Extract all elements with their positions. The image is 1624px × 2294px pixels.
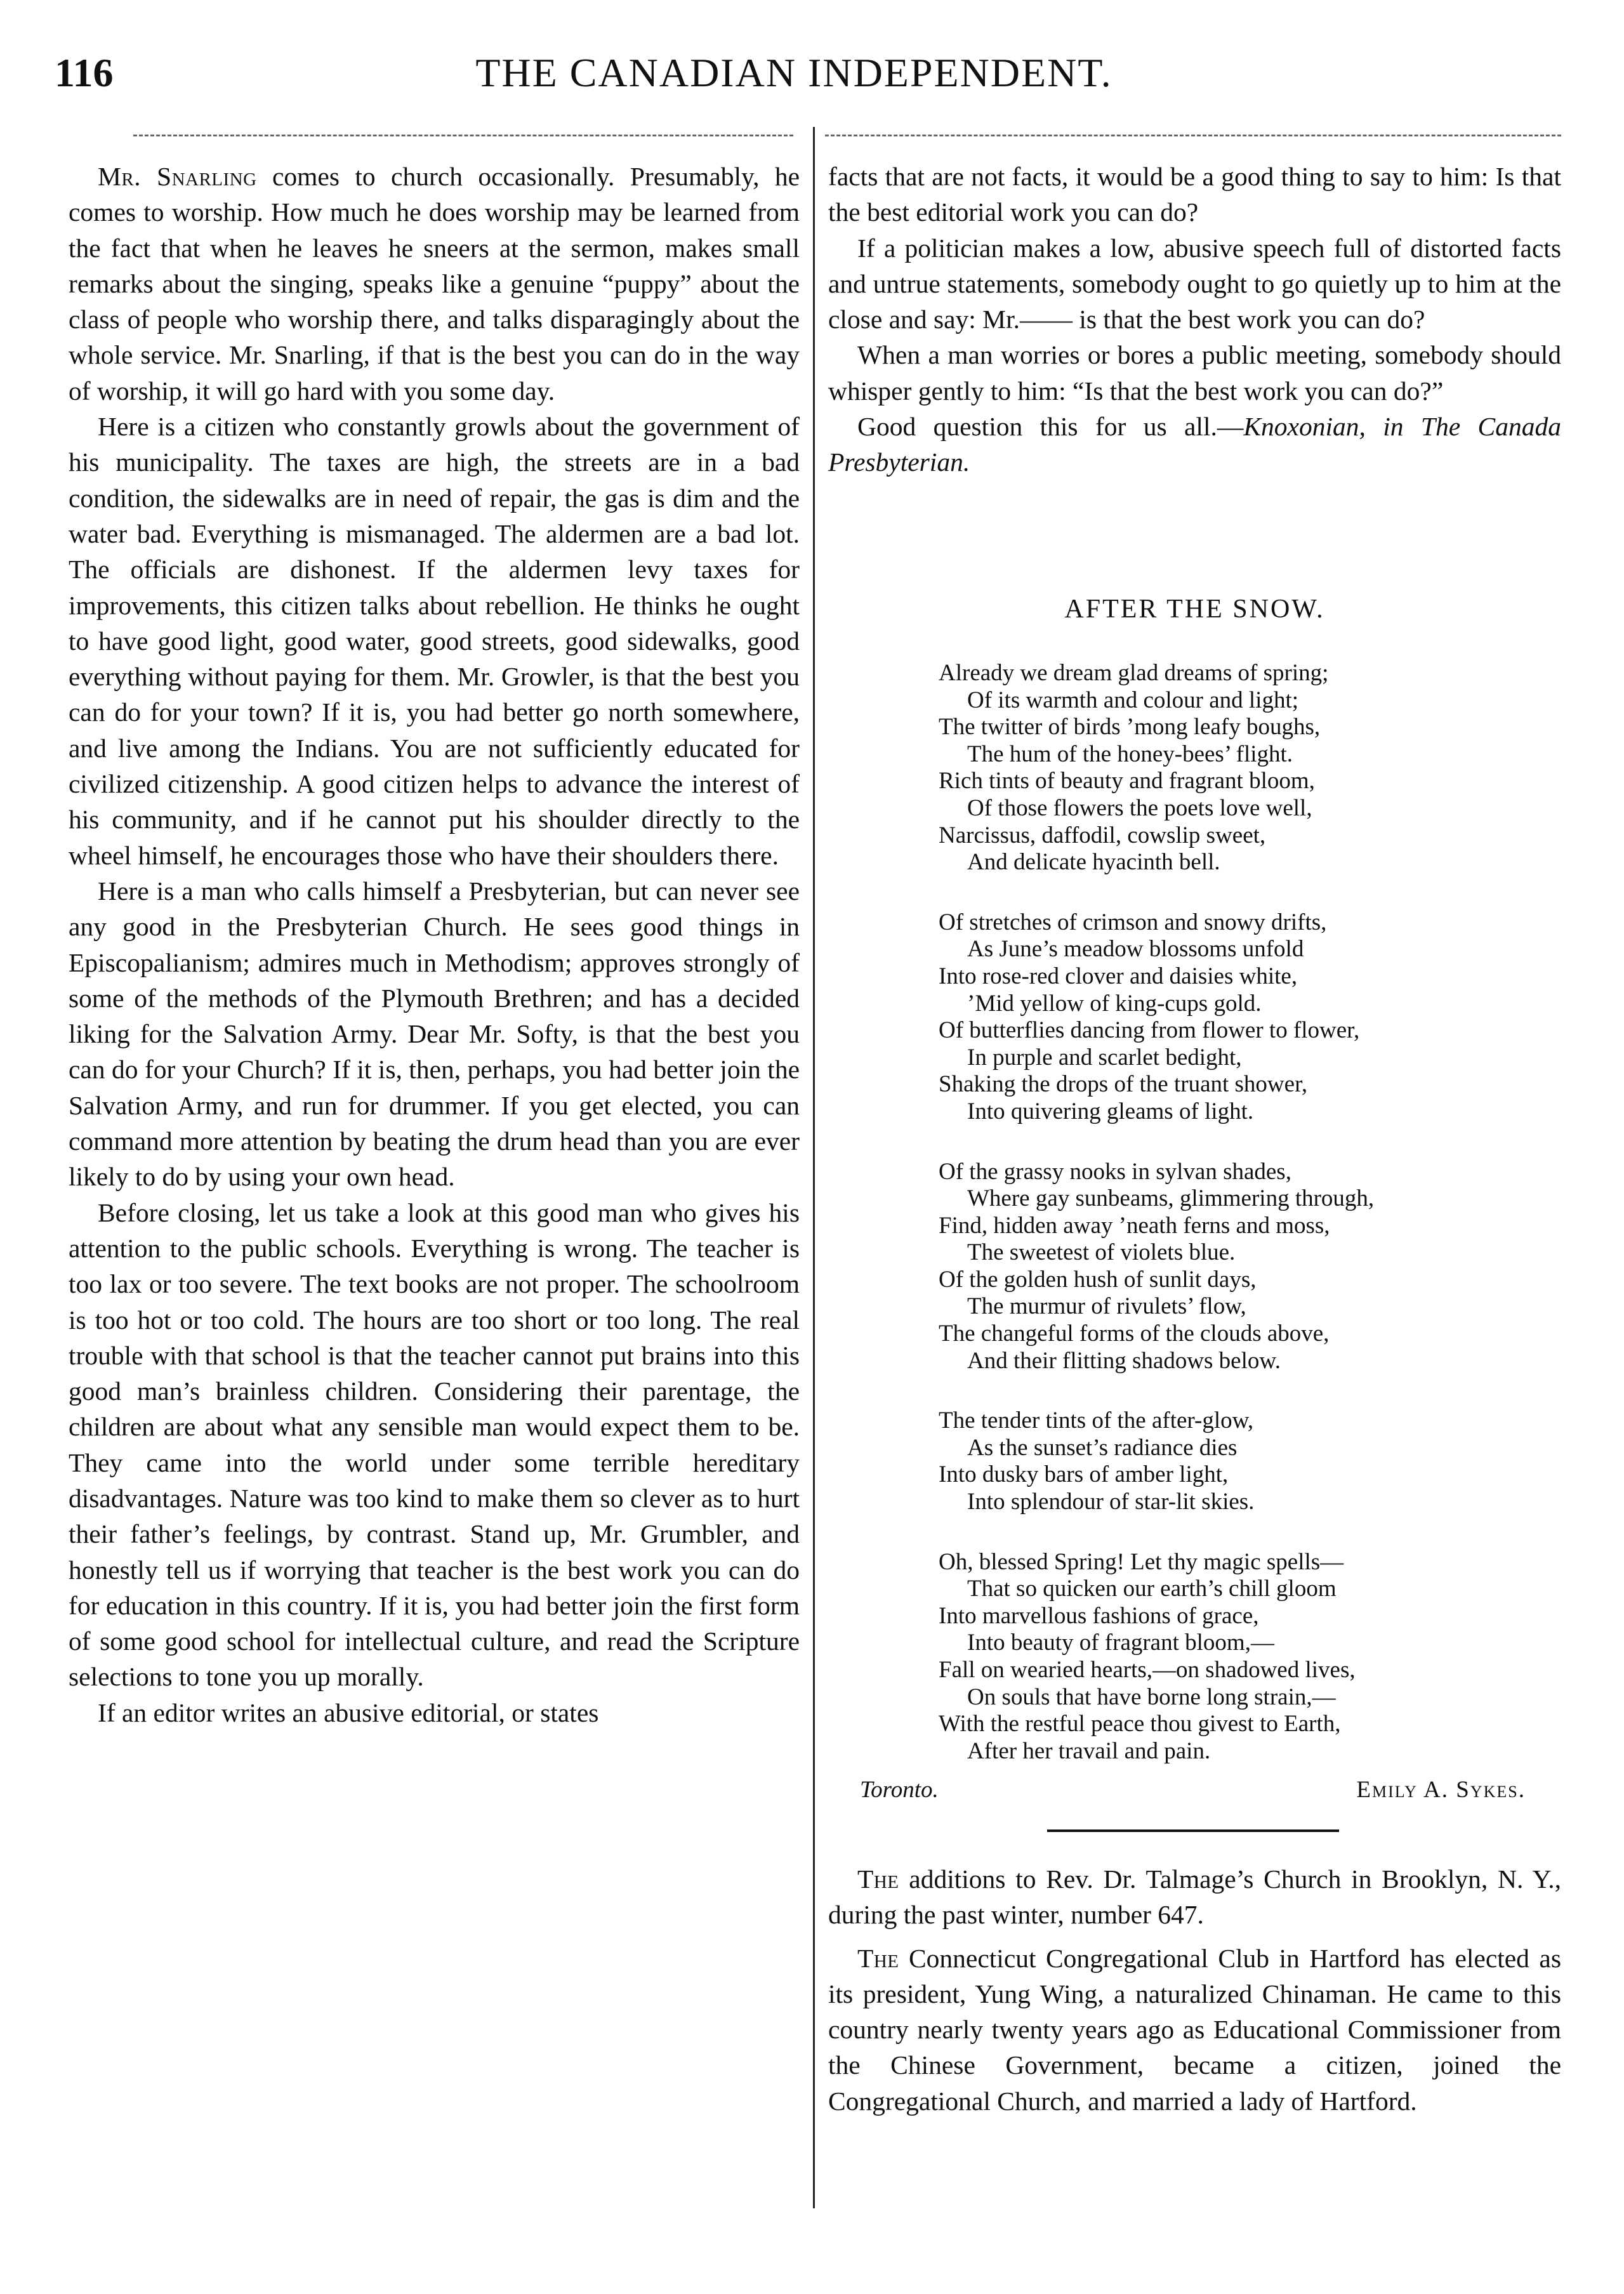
page-header xyxy=(55,49,1533,107)
article-paragraph: If a politician makes a low, abusive speech full of distorted facts and untrue statements, somebody ought to go quietly up to him at the close and say: Mr.—— is that the best work you can do? xyxy=(828,233,1561,334)
poem-line: With the restful peace thou givest to Earth, xyxy=(939,1711,1341,1737)
poem xyxy=(828,594,1561,1808)
poem-line: And their flitting shadows below. xyxy=(967,1347,1281,1374)
poem-line: And delicate hyacinth bell. xyxy=(967,849,1220,876)
news-item xyxy=(828,1941,1561,2119)
poem-line: As June’s meadow blossoms unfold xyxy=(967,936,1304,963)
article-paragraph xyxy=(69,159,800,409)
right-column xyxy=(828,159,1561,480)
news-text: additions to Rev. Dr. Talmage’s Church in Brooklyn, N. Y., during the past winter, number 647. xyxy=(828,1864,1561,1930)
poem-line: The tender tints of the after-glow, xyxy=(939,1407,1254,1434)
news-lead: The xyxy=(857,1864,899,1894)
page-number: 116 xyxy=(55,50,114,95)
poem-line: Into rose-red clover and daisies white, xyxy=(939,963,1298,989)
journal-title: THE CANADIAN INDEPENDENT. xyxy=(475,50,1112,95)
poem-line: After her travail and pain. xyxy=(967,1737,1211,1764)
poem-stanza xyxy=(939,660,1561,876)
poem-signature xyxy=(828,1776,1561,1808)
poem-line: In purple and scarlet bedight, xyxy=(967,1044,1242,1071)
poem-line: Into beauty of fragrant bloom,— xyxy=(967,1630,1274,1656)
poem-line: Narcissus, daffodil, cowslip sweet, xyxy=(939,822,1266,848)
poem-line: Of the golden hush of sunlit days, xyxy=(939,1266,1257,1293)
poem-stanza xyxy=(939,909,1561,1126)
poem-line: Fall on wearied hearts,—on shadowed lives, xyxy=(939,1657,1356,1683)
column-divider xyxy=(813,127,815,2208)
article-paragraph: Before closing, let us take a look at this good man who gives his attention to the public schools. Everything is wrong. The teacher is too lax or too severe. The text books are not proper. The schoolroom is too hot or too cold. The hours are too short or too long. The real trouble with that school is that the teacher cannot put brains into this good man’s brainless children. Considering their parentage, the children are about what any sensible man would expect them to be. They came into the world under some terrible hereditary disadvantages. Nature was too kind to make them so clever as to hurt their father’s feelings, by contrast. Stand up, Mr. Grumbler, and honestly tell us if worrying that teacher is the best work you can do for education in this country. If it is, you had better join the first form of some good school for intellectual culture, and read the Scripture selections to tone you up morally. xyxy=(69,1197,800,1692)
poem-line: ’Mid yellow of king-cups gold. xyxy=(967,990,1262,1017)
poem-stanzas xyxy=(828,660,1561,1765)
closing-citation: Knoxonian, in The Canada Presbyterian. xyxy=(828,412,1561,477)
poem-line: Into marvellous fashions of grace, xyxy=(939,1602,1259,1629)
poem-place: Toronto. xyxy=(860,1777,939,1803)
poem-line: The changeful forms of the clouds above, xyxy=(939,1321,1330,1347)
poem-stanza xyxy=(939,1159,1561,1375)
poem-line: Of its warmth and colour and light; xyxy=(967,687,1299,713)
article-paragraph: facts that are not facts, it would be a good thing to say to him: Is that the best editorial work you can do? xyxy=(828,162,1561,227)
poem-line: The sweetest of violets blue. xyxy=(967,1239,1236,1266)
poem-line: Of stretches of crimson and snowy drifts, xyxy=(939,909,1327,935)
poem-line: Rich tints of beauty and fragrant bloom, xyxy=(939,768,1315,794)
section-rule xyxy=(1047,1829,1339,1832)
poem-line: The murmur of rivulets’ flow, xyxy=(967,1293,1246,1320)
poem-line: Of those flowers the poets love well, xyxy=(967,794,1312,821)
news-lead: The xyxy=(857,1943,899,1973)
poem-line: That so quicken our earth’s chill gloom xyxy=(967,1576,1337,1602)
closing-text: Good question this for us all.— xyxy=(857,412,1244,442)
poem-line: On souls that have borne long strain,— xyxy=(967,1684,1336,1710)
news-text: Connecticut Congregational Club in Hartford has elected as its president, Yung Wing, a naturalized Chinaman. He came to this country nearly twenty years ago as Educational Commissioner from the Chinese Government, became a citizen, joined the Congregational Church, and married a lady of Hartford. xyxy=(828,1943,1561,2116)
poem-line: Of butterflies dancing from flower to flower, xyxy=(939,1017,1360,1044)
poem-stanza xyxy=(939,1407,1561,1515)
article-paragraph: Here is a man who calls himself a Presbyterian, but can never see any good in the Presbyterian Church. He sees good things in Episcopalianism; admires much in Methodism; approves strongly of some of the methods of the Plymouth Brethren; and has a decided liking for the Salvation Army. Dear Mr. Softy, is that the best you can do for your Church? If it is, then, perhaps, you had better join the Salvation Army, and run for drummer. If you get elected, you can command more attention by beating the drum head than you are ever likely to do by using your own head. xyxy=(69,876,800,1192)
lead-rest: comes to church occasionally. xyxy=(256,162,630,191)
poem-stanza xyxy=(939,1549,1561,1765)
header-rule xyxy=(825,135,1561,136)
lead-name: Mr. Snarling xyxy=(98,162,257,191)
news-item xyxy=(828,1861,1561,1933)
left-column xyxy=(69,159,800,1730)
poem-line: Into quivering gleams of light. xyxy=(967,1098,1254,1124)
poem-line: The hum of the honey-bees’ flight. xyxy=(967,741,1293,767)
poem-line: Shaking the drops of the truant shower, xyxy=(939,1071,1308,1098)
poem-line: Into splendour of star-lit skies. xyxy=(967,1489,1255,1515)
article-closing xyxy=(828,409,1561,480)
poem-title: AFTER THE SNOW. xyxy=(1064,595,1325,624)
poem-line: The twitter of birds ’mong leafy boughs, xyxy=(939,714,1321,741)
article-paragraph: Here is a citizen who constantly growls about the government of his municipality. The taxes are high, the streets are in a bad condition, the sidewalks are in need of repair, the gas is dim and the water bad. Everything is mismanaged. The aldermen are a bad lot. The officials are dishonest. If the aldermen levy taxes for improvements, this citizen talks about rebellion. He thinks he ought to have good light, good water, good streets, good sidewalks, good everything without paying for them. Mr. Growler, is that the best you can do for your town? If it is, you had better go north somewhere, and live among the Indians. You are not sufficiently educated for civilized citizenship. A good citizen helps to advance the interest of his community, and if he cannot put his shoulder directly to the wheel himself, he encourages those who have their shoulders there. xyxy=(69,412,800,870)
poem-line: Where gay sunbeams, glimmering through, xyxy=(967,1185,1375,1212)
poem-line: Oh, blessed Spring! Let thy magic spells— xyxy=(939,1548,1344,1575)
poem-line: Into dusky bars of amber light, xyxy=(939,1461,1229,1488)
poem-line: Of the grassy nooks in sylvan shades, xyxy=(939,1158,1291,1185)
article-paragraph: When a man worries or bores a public meeting, somebody should whisper gently to him: “Is that the best work you can do?” xyxy=(828,340,1561,405)
news-items xyxy=(828,1861,1561,2126)
poem-line: Find, hidden away ’neath ferns and moss, xyxy=(939,1212,1330,1239)
poem-line: Already we dream glad dreams of spring; xyxy=(939,660,1329,686)
poem-line: As the sunset’s radiance dies xyxy=(967,1434,1238,1461)
article-paragraph: If an editor writes an abusive editorial, or states xyxy=(98,1697,599,1727)
header-rule xyxy=(133,135,793,136)
paragraph-text: Presumably, he comes to worship. How much he does worship may be learned from the fact that when he leaves he sneers at the sermon, makes small remarks about the singing, speaks like a genuine “puppy” about the class of people who worship there, and talks disparagingly about the whole service. Mr. Snarling, if that is the best you can do in the way of worship, it will go hard with you some day. xyxy=(69,162,800,405)
poem-author: Emily A. Sykes. xyxy=(1356,1777,1526,1803)
